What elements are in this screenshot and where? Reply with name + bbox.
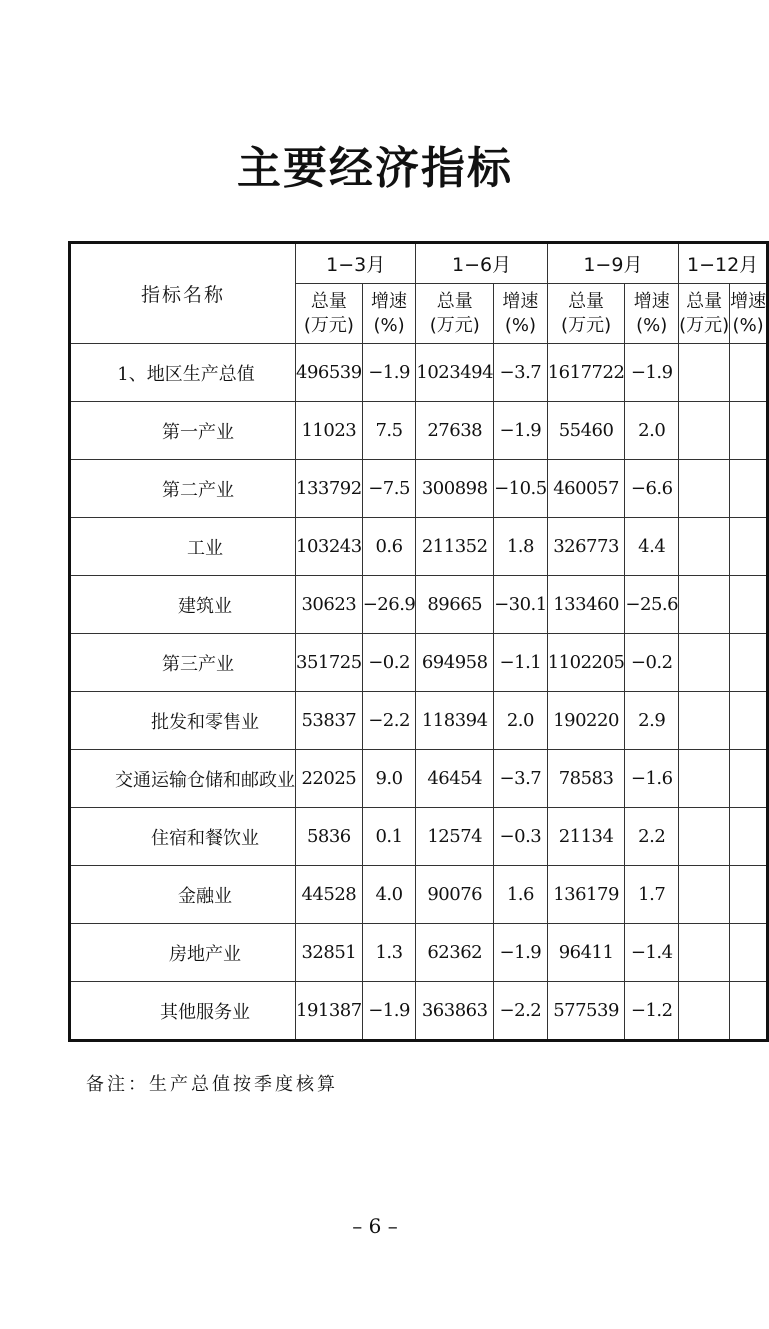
total-value-cell: 351725 [296,634,363,692]
total-header-line: 总量 [310,290,347,312]
total-value-cell: 78583 [547,750,625,808]
growth-value-cell: 1.7 [625,866,679,924]
total-header-line: 总量 [686,290,723,312]
total-value-cell [679,344,730,402]
indicator-name: 工业 [70,518,296,576]
total-value-cell: 460057 [547,460,625,518]
total-value-cell [679,692,730,750]
total-header [679,284,730,344]
total-value-cell: 133792 [296,460,363,518]
growth-value-cell: −2.2 [494,982,548,1041]
total-value-cell [679,634,730,692]
total-value-cell: 30623 [296,576,363,634]
table-row [70,982,768,1041]
period-header: 1−12月 [679,243,768,284]
total-value-cell: 363863 [416,982,494,1041]
economic-indicators-table [68,241,769,1042]
growth-value-cell: −1.9 [625,344,679,402]
indicator-name-header: 指标名称 [70,243,296,344]
growth-header-line: 增速 [633,290,670,312]
total-header-line: 总量 [436,290,473,312]
growth-value-cell: −30.1 [494,576,548,634]
growth-value-cell: −1.2 [625,982,679,1041]
total-value-cell: 190220 [547,692,625,750]
total-value-cell: 118394 [416,692,494,750]
total-value-cell: 22025 [296,750,363,808]
total-value-cell: 55460 [547,402,625,460]
table-row [70,924,768,982]
total-value-cell: 27638 [416,402,494,460]
total-header-line: (万元) [561,314,612,336]
footnote: 备注：生产总值按季度核算 [86,1074,338,1095]
total-value-cell: 211352 [416,518,494,576]
growth-value-cell: 1.3 [362,924,416,982]
total-value-cell: 1617722 [547,344,625,402]
total-value-cell: 103243 [296,518,363,576]
indicator-name: 房地产业 [70,924,296,982]
growth-value-cell: 0.6 [362,518,416,576]
growth-value-cell: −3.7 [494,344,548,402]
growth-value-cell: 1.8 [494,518,548,576]
growth-value-cell [730,518,768,576]
growth-value-cell [730,866,768,924]
table-row [70,402,768,460]
growth-value-cell: −10.5 [494,460,548,518]
growth-value-cell: −0.2 [625,634,679,692]
growth-value-cell: 1.6 [494,866,548,924]
growth-value-cell: −0.3 [494,808,548,866]
growth-value-cell: −2.2 [362,692,416,750]
growth-value-cell: 2.0 [494,692,548,750]
growth-header [494,284,548,344]
growth-value-cell [730,576,768,634]
total-header-line: (万元) [429,314,480,336]
growth-value-cell: −7.5 [362,460,416,518]
total-value-cell [679,576,730,634]
page-title: 主要经济指标 [237,143,513,194]
indicator-name: 住宿和餐饮业 [70,808,296,866]
growth-value-cell [730,808,768,866]
growth-value-cell: −25.6 [625,576,679,634]
growth-header [625,284,679,344]
growth-value-cell: −1.9 [494,924,548,982]
total-value-cell: 62362 [416,924,494,982]
total-header-line: (万元) [303,314,354,336]
table-row [70,344,768,402]
period-header: 1−6月 [416,243,547,284]
period-header: 1−9月 [547,243,678,284]
total-value-cell: 21134 [547,808,625,866]
total-value-cell: 326773 [547,518,625,576]
growth-value-cell [730,460,768,518]
growth-header-line: (%) [732,314,764,336]
growth-header [730,284,768,344]
growth-value-cell: 2.9 [625,692,679,750]
growth-value-cell: 2.0 [625,402,679,460]
growth-value-cell: 9.0 [362,750,416,808]
growth-header-line: (%) [636,314,668,336]
total-value-cell: 90076 [416,866,494,924]
total-value-cell: 496539 [296,344,363,402]
growth-value-cell: 7.5 [362,402,416,460]
growth-value-cell [730,982,768,1041]
total-value-cell [679,924,730,982]
growth-value-cell: −1.9 [362,344,416,402]
table-row [70,460,768,518]
total-value-cell [679,982,730,1041]
growth-header [362,284,416,344]
total-header [416,284,494,344]
indicator-name: 第二产业 [70,460,296,518]
growth-header-line: 增速 [371,290,408,312]
page-number: – 6 – [352,1214,398,1238]
total-value-cell [679,402,730,460]
indicator-name: 第三产业 [70,634,296,692]
growth-value-cell: −3.7 [494,750,548,808]
growth-value-cell: 2.2 [625,808,679,866]
total-value-cell: 577539 [547,982,625,1041]
growth-header-line: 增速 [730,290,767,312]
total-value-cell: 136179 [547,866,625,924]
total-value-cell: 12574 [416,808,494,866]
growth-value-cell: 0.1 [362,808,416,866]
total-value-cell [679,808,730,866]
indicator-name: 建筑业 [70,576,296,634]
total-value-cell: 300898 [416,460,494,518]
total-header [296,284,363,344]
growth-value-cell [730,692,768,750]
total-value-cell: 32851 [296,924,363,982]
total-value-cell [679,866,730,924]
growth-value-cell: −1.9 [362,982,416,1041]
table-row [70,576,768,634]
growth-value-cell [730,634,768,692]
indicator-name: 交通运输仓储和邮政业 [70,750,296,808]
indicator-name: 其他服务业 [70,982,296,1041]
growth-value-cell: −1.6 [625,750,679,808]
growth-value-cell: −6.6 [625,460,679,518]
total-value-cell: 5836 [296,808,363,866]
total-value-cell: 96411 [547,924,625,982]
growth-value-cell [730,402,768,460]
table-row [70,518,768,576]
total-value-cell: 1023494 [416,344,494,402]
growth-header-line: (%) [373,314,405,336]
indicator-name: 1、地区生产总值 [70,344,296,402]
growth-value-cell [730,924,768,982]
growth-value-cell: −1.4 [625,924,679,982]
growth-value-cell: −1.9 [494,402,548,460]
total-value-cell: 11023 [296,402,363,460]
table-row [70,866,768,924]
total-value-cell: 191387 [296,982,363,1041]
total-value-cell: 46454 [416,750,494,808]
total-value-cell: 1102205 [547,634,625,692]
table-row [70,634,768,692]
period-header: 1−3月 [296,243,416,284]
total-value-cell: 694958 [416,634,494,692]
table-row [70,750,768,808]
growth-value-cell: −1.1 [494,634,548,692]
total-value-cell: 89665 [416,576,494,634]
total-value-cell [679,518,730,576]
total-value-cell [679,750,730,808]
total-value-cell: 44528 [296,866,363,924]
table-row [70,692,768,750]
growth-value-cell [730,344,768,402]
growth-value-cell [730,750,768,808]
growth-value-cell: 4.0 [362,866,416,924]
indicator-name: 金融业 [70,866,296,924]
total-value-cell [679,460,730,518]
total-header-line: 总量 [568,290,605,312]
indicator-name: 第一产业 [70,402,296,460]
total-header [547,284,625,344]
total-value-cell: 53837 [296,692,363,750]
growth-header-line: (%) [504,314,536,336]
growth-value-cell: −0.2 [362,634,416,692]
table-row [70,808,768,866]
indicator-name: 批发和零售业 [70,692,296,750]
total-value-cell: 133460 [547,576,625,634]
growth-header-line: 增速 [502,290,539,312]
growth-value-cell: 4.4 [625,518,679,576]
growth-value-cell: −26.9 [362,576,416,634]
total-header-line: (万元) [679,314,730,336]
